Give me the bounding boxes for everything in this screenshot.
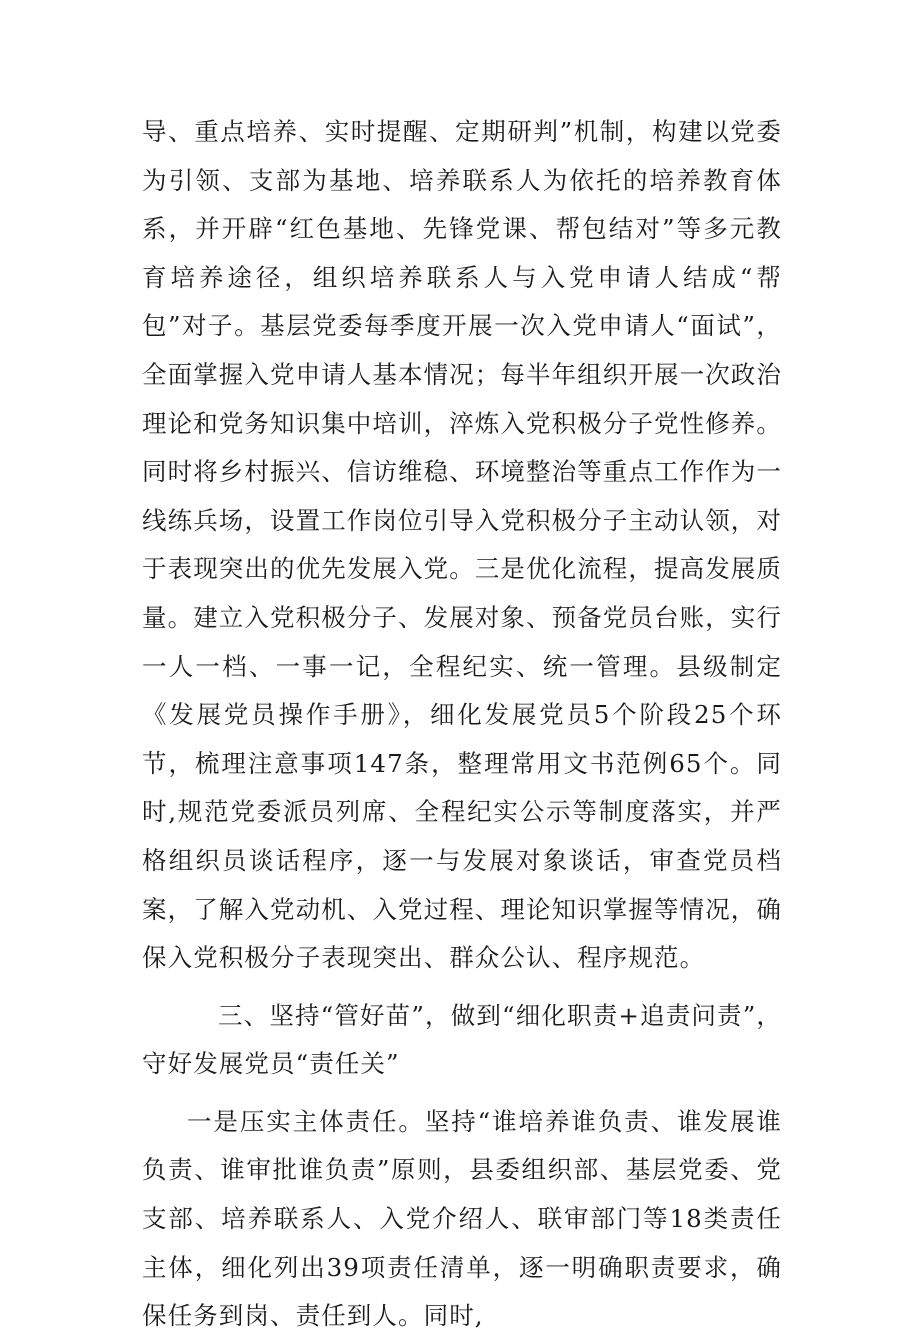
section-heading: 三、坚持“管好苗”，做到“细化职责+追责问责”，守好发展党员“责任关” [142,1000,782,1079]
paragraph-body: 一是压实主体责任。坚持“谁培养谁负责、谁发展谁负责、谁审批谁负责”原则，县委组织部、基层党委、党支部、培养联系人、入党介绍人、联审部门等18类责任主体，细化列出39项责任清单，逐一明确职责要求，确保任务到岗、责任到人。同时, [142,1106,782,1331]
paragraph-continuation: 导、重点培养、实时提醒、定期研判”机制，构建以党委为引领、支部为基地、培养联系人为依托的培养教育体系，并开辟“红色基地、先锋党课、帮包结对”等多元教育培养途径，组织培养联系人与入党申请人结成“帮包”对子。基层党委每季度开展一次入党申请人“面试”，全面掌握入党申请人基本情况；每半年组织开展一次政治理论和党务知识集中培训，淬炼入党积极分子党性修养。同时将乡村振兴、信访维稳、环境整治等重点工作作为一线练兵场，设置工作岗位引导入党积极分子主动认领，对于表现突出的优先发展入党。三是优化流程，提高发展质量。建立入党积极分子、发展对象、预备党员台账，实行一人一档、一事一记，全程纪实、统一管理。县级制定《发展党员操作手册》，细化发展党员5个阶段25个环节，梳理注意事项147条，整理常用文书范例65个。同时,规范党委派员列席、全程纪实公示等制度落实，并严格组织员谈话程序，逐一与发展对象谈话，审查党员档案，了解入党动机、入党过程、理论知识掌握等情况，确保入党积极分子表现突出、群众公认、程序规范。 [142,117,782,973]
document-body [142,108,782,1341]
